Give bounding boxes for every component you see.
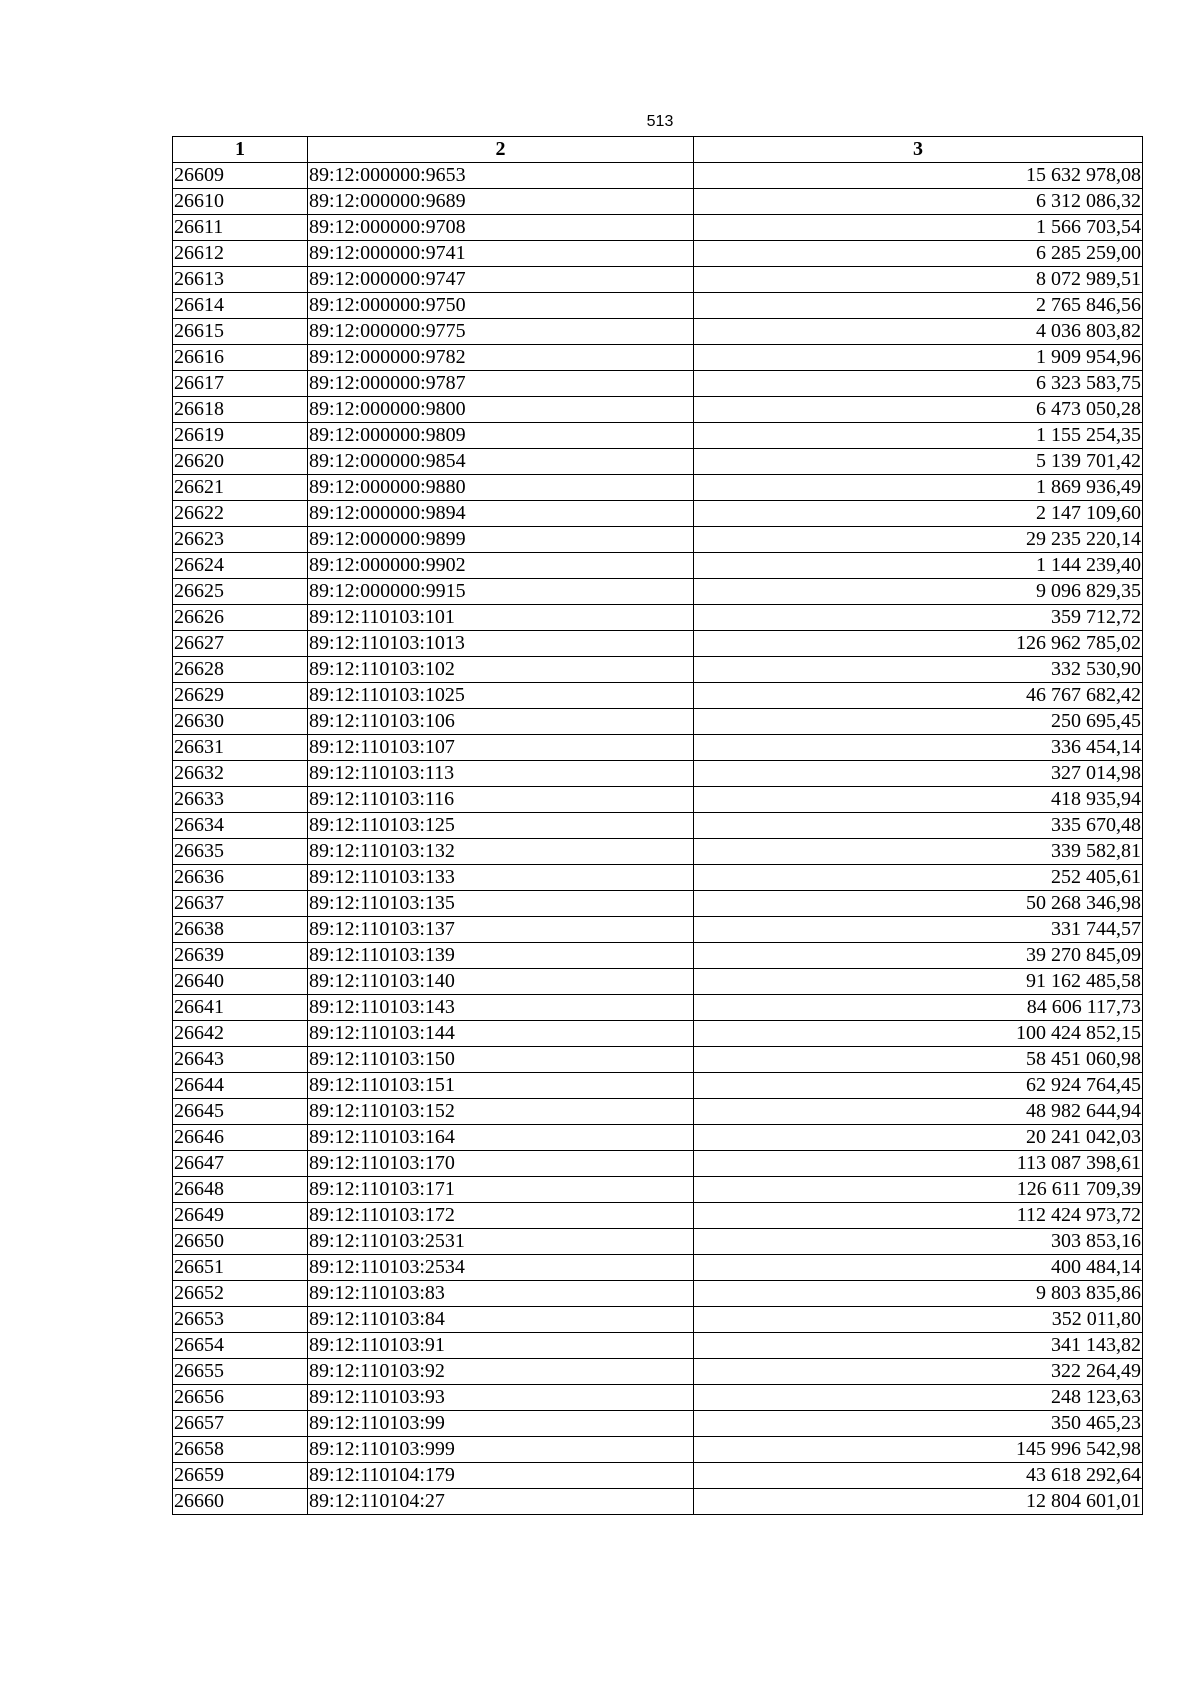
row-number-cell: 26644 [173,1073,308,1099]
cadastral-number-cell: 89:12:110103:170 [308,1151,694,1177]
cadastral-value-cell: 50 268 346,98 [694,891,1143,917]
table-row [173,657,1143,683]
cadastral-number-cell: 89:12:110103:143 [308,995,694,1021]
cadastral-value-cell: 43 618 292,64 [694,1463,1143,1489]
row-number-cell: 26622 [173,501,308,527]
table-row [173,189,1143,215]
cadastral-value-cell: 350 465,23 [694,1411,1143,1437]
table-row [173,943,1143,969]
table-row [173,293,1143,319]
cadastral-value-cell: 331 744,57 [694,917,1143,943]
table-header-row [173,137,1143,163]
cadastral-number-cell: 89:12:110103:93 [308,1385,694,1411]
table-row [173,839,1143,865]
cadastral-number-cell: 89:12:000000:9787 [308,371,694,397]
table-row [173,553,1143,579]
cadastral-number-cell: 89:12:110103:1025 [308,683,694,709]
cadastral-value-cell: 12 804 601,01 [694,1489,1143,1515]
cadastral-value-cell: 252 405,61 [694,865,1143,891]
cadastral-number-cell: 89:12:110103:151 [308,1073,694,1099]
table-row [173,1437,1143,1463]
cadastral-value-cell: 9 803 835,86 [694,1281,1143,1307]
row-number-cell: 26629 [173,683,308,709]
cadastral-number-cell: 89:12:110103:2534 [308,1255,694,1281]
table-row [173,579,1143,605]
table-row [173,1151,1143,1177]
cadastral-number-cell: 89:12:000000:9747 [308,267,694,293]
cadastral-value-cell: 6 473 050,28 [694,397,1143,423]
row-number-cell: 26613 [173,267,308,293]
table-row [173,1073,1143,1099]
row-number-cell: 26656 [173,1385,308,1411]
cadastral-number-cell: 89:12:110103:171 [308,1177,694,1203]
cadastral-value-cell: 15 632 978,08 [694,163,1143,189]
cadastral-number-cell: 89:12:000000:9800 [308,397,694,423]
row-number-cell: 26647 [173,1151,308,1177]
table-row [173,1047,1143,1073]
cadastral-number-cell: 89:12:110103:132 [308,839,694,865]
row-number-cell: 26638 [173,917,308,943]
row-number-cell: 26642 [173,1021,308,1047]
row-number-cell: 26614 [173,293,308,319]
cadastral-number-cell: 89:12:000000:9775 [308,319,694,345]
cadastral-value-cell: 322 264,49 [694,1359,1143,1385]
table-row [173,917,1143,943]
table-row [173,215,1143,241]
cadastral-number-cell: 89:12:110103:84 [308,1307,694,1333]
cadastral-number-cell: 89:12:000000:9708 [308,215,694,241]
cadastral-value-cell: 6 312 086,32 [694,189,1143,215]
table-row [173,163,1143,189]
cadastral-value-cell: 400 484,14 [694,1255,1143,1281]
cadastral-value-cell: 46 767 682,42 [694,683,1143,709]
cadastral-number-cell: 89:12:000000:9653 [308,163,694,189]
cadastral-number-cell: 89:12:110103:106 [308,709,694,735]
cadastral-value-cell: 48 982 644,94 [694,1099,1143,1125]
row-number-cell: 26617 [173,371,308,397]
cadastral-number-cell: 89:12:110103:137 [308,917,694,943]
cadastral-value-cell: 91 162 485,58 [694,969,1143,995]
cadastral-number-cell: 89:12:110103:150 [308,1047,694,1073]
cadastral-number-cell: 89:12:000000:9750 [308,293,694,319]
row-number-cell: 26649 [173,1203,308,1229]
row-number-cell: 26624 [173,553,308,579]
table-row [173,1385,1143,1411]
cadastral-value-cell: 327 014,98 [694,761,1143,787]
row-number-cell: 26627 [173,631,308,657]
row-number-cell: 26632 [173,761,308,787]
cadastral-number-cell: 89:12:110104:179 [308,1463,694,1489]
cadastral-value-cell: 20 241 042,03 [694,1125,1143,1151]
cadastral-value-cell: 58 451 060,98 [694,1047,1143,1073]
table-row [173,631,1143,657]
cadastral-value-cell: 1 144 239,40 [694,553,1143,579]
cadastral-number-cell: 89:12:000000:9902 [308,553,694,579]
cadastral-value-cell: 1 909 954,96 [694,345,1143,371]
table-row [173,787,1143,813]
table-row [173,449,1143,475]
row-number-cell: 26648 [173,1177,308,1203]
cadastral-number-cell: 89:12:110103:116 [308,787,694,813]
cadastral-value-cell: 352 011,80 [694,1307,1143,1333]
row-number-cell: 26630 [173,709,308,735]
cadastral-value-cell: 336 454,14 [694,735,1143,761]
table-row [173,683,1143,709]
cadastral-value-cell: 335 670,48 [694,813,1143,839]
cadastral-value-cell: 100 424 852,15 [694,1021,1143,1047]
table-row [173,891,1143,917]
cadastral-value-cell: 112 424 973,72 [694,1203,1143,1229]
row-number-cell: 26615 [173,319,308,345]
cadastral-number-cell: 89:12:110103:101 [308,605,694,631]
cadastral-number-cell: 89:12:000000:9915 [308,579,694,605]
cadastral-value-cell: 84 606 117,73 [694,995,1143,1021]
table-row [173,1255,1143,1281]
row-number-cell: 26635 [173,839,308,865]
cadastral-number-cell: 89:12:110103:133 [308,865,694,891]
cadastral-number-cell: 89:12:110103:91 [308,1333,694,1359]
cadastral-number-cell: 89:12:110103:92 [308,1359,694,1385]
row-number-cell: 26637 [173,891,308,917]
row-number-cell: 26609 [173,163,308,189]
cadastral-number-cell: 89:12:110103:139 [308,943,694,969]
row-number-cell: 26645 [173,1099,308,1125]
cadastral-number-cell: 89:12:110104:27 [308,1489,694,1515]
row-number-cell: 26639 [173,943,308,969]
cadastral-value-cell: 6 285 259,00 [694,241,1143,267]
cadastral-number-cell: 89:12:110103:164 [308,1125,694,1151]
cadastral-number-cell: 89:12:110103:99 [308,1411,694,1437]
cadastral-value-cell: 126 611 709,39 [694,1177,1143,1203]
row-number-cell: 26611 [173,215,308,241]
cadastral-number-cell: 89:12:000000:9782 [308,345,694,371]
row-number-cell: 26625 [173,579,308,605]
table-row [173,1099,1143,1125]
row-number-cell: 26636 [173,865,308,891]
table-row [173,1281,1143,1307]
row-number-cell: 26618 [173,397,308,423]
cadastral-number-cell: 89:12:110103:135 [308,891,694,917]
cadastral-number-cell: 89:12:000000:9899 [308,527,694,553]
row-number-cell: 26631 [173,735,308,761]
row-number-cell: 26646 [173,1125,308,1151]
table-row [173,345,1143,371]
cadastral-value-cell: 2 147 109,60 [694,501,1143,527]
table-row [173,423,1143,449]
row-number-cell: 26658 [173,1437,308,1463]
row-number-cell: 26633 [173,787,308,813]
table-row [173,1463,1143,1489]
row-number-cell: 26652 [173,1281,308,1307]
cadastral-value-cell: 332 530,90 [694,657,1143,683]
row-number-cell: 26616 [173,345,308,371]
cadastral-value-cell: 1 869 936,49 [694,475,1143,501]
cadastral-value-cell: 62 924 764,45 [694,1073,1143,1099]
column-header-1: 1 [173,137,308,163]
row-number-cell: 26650 [173,1229,308,1255]
row-number-cell: 26655 [173,1359,308,1385]
row-number-cell: 26619 [173,423,308,449]
row-number-cell: 26659 [173,1463,308,1489]
cadastral-number-cell: 89:12:000000:9854 [308,449,694,475]
table-row [173,319,1143,345]
cadastral-value-cell: 2 765 846,56 [694,293,1143,319]
table-row [173,1489,1143,1515]
cadastral-value-table [172,136,1143,1515]
row-number-cell: 26660 [173,1489,308,1515]
table-row [173,709,1143,735]
cadastral-number-cell: 89:12:110103:144 [308,1021,694,1047]
cadastral-number-cell: 89:12:000000:9689 [308,189,694,215]
row-number-cell: 26657 [173,1411,308,1437]
cadastral-number-cell: 89:12:110103:1013 [308,631,694,657]
cadastral-number-cell: 89:12:000000:9741 [308,241,694,267]
table-row [173,1411,1143,1437]
cadastral-value-cell: 9 096 829,35 [694,579,1143,605]
row-number-cell: 26623 [173,527,308,553]
row-number-cell: 26640 [173,969,308,995]
cadastral-number-cell: 89:12:110103:102 [308,657,694,683]
table-body [173,163,1143,1515]
table-row [173,1333,1143,1359]
row-number-cell: 26621 [173,475,308,501]
cadastral-value-cell: 341 143,82 [694,1333,1143,1359]
cadastral-value-cell: 5 139 701,42 [694,449,1143,475]
cadastral-number-cell: 89:12:110103:172 [308,1203,694,1229]
table-row [173,969,1143,995]
table-row [173,865,1143,891]
cadastral-number-cell: 89:12:000000:9880 [308,475,694,501]
table-row [173,1307,1143,1333]
table-row [173,1359,1143,1385]
table-row [173,761,1143,787]
cadastral-value-cell: 339 582,81 [694,839,1143,865]
table-row [173,605,1143,631]
table-row [173,813,1143,839]
cadastral-number-cell: 89:12:110103:125 [308,813,694,839]
cadastral-value-cell: 1 566 703,54 [694,215,1143,241]
column-header-2: 2 [308,137,694,163]
row-number-cell: 26643 [173,1047,308,1073]
row-number-cell: 26653 [173,1307,308,1333]
cadastral-value-cell: 1 155 254,35 [694,423,1143,449]
row-number-cell: 26626 [173,605,308,631]
table-row [173,1021,1143,1047]
cadastral-value-cell: 145 996 542,98 [694,1437,1143,1463]
table-row [173,527,1143,553]
table-row [173,1203,1143,1229]
table-row [173,241,1143,267]
table-row [173,267,1143,293]
table-row [173,1125,1143,1151]
cadastral-value-cell: 8 072 989,51 [694,267,1143,293]
column-header-3: 3 [694,137,1143,163]
cadastral-value-cell: 250 695,45 [694,709,1143,735]
table-row [173,995,1143,1021]
row-number-cell: 26654 [173,1333,308,1359]
cadastral-number-cell: 89:12:110103:83 [308,1281,694,1307]
row-number-cell: 26628 [173,657,308,683]
table-row [173,397,1143,423]
cadastral-number-cell: 89:12:110103:2531 [308,1229,694,1255]
cadastral-number-cell: 89:12:110103:113 [308,761,694,787]
table-row [173,501,1143,527]
row-number-cell: 26620 [173,449,308,475]
cadastral-value-cell: 29 235 220,14 [694,527,1143,553]
cadastral-value-cell: 113 087 398,61 [694,1151,1143,1177]
cadastral-number-cell: 89:12:110103:107 [308,735,694,761]
cadastral-value-cell: 359 712,72 [694,605,1143,631]
table-row [173,371,1143,397]
cadastral-number-cell: 89:12:110103:152 [308,1099,694,1125]
cadastral-number-cell: 89:12:000000:9809 [308,423,694,449]
table-row [173,1177,1143,1203]
cadastral-number-cell: 89:12:110103:999 [308,1437,694,1463]
table-row [173,475,1143,501]
table-row [173,735,1143,761]
cadastral-value-cell: 126 962 785,02 [694,631,1143,657]
cadastral-value-cell: 248 123,63 [694,1385,1143,1411]
cadastral-value-cell: 418 935,94 [694,787,1143,813]
row-number-cell: 26634 [173,813,308,839]
cadastral-value-cell: 303 853,16 [694,1229,1143,1255]
row-number-cell: 26641 [173,995,308,1021]
page-number: 513 [646,113,674,130]
table-row [173,1229,1143,1255]
cadastral-value-cell: 39 270 845,09 [694,943,1143,969]
row-number-cell: 26610 [173,189,308,215]
cadastral-number-cell: 89:12:000000:9894 [308,501,694,527]
cadastral-value-cell: 4 036 803,82 [694,319,1143,345]
cadastral-value-cell: 6 323 583,75 [694,371,1143,397]
row-number-cell: 26612 [173,241,308,267]
row-number-cell: 26651 [173,1255,308,1281]
cadastral-number-cell: 89:12:110103:140 [308,969,694,995]
